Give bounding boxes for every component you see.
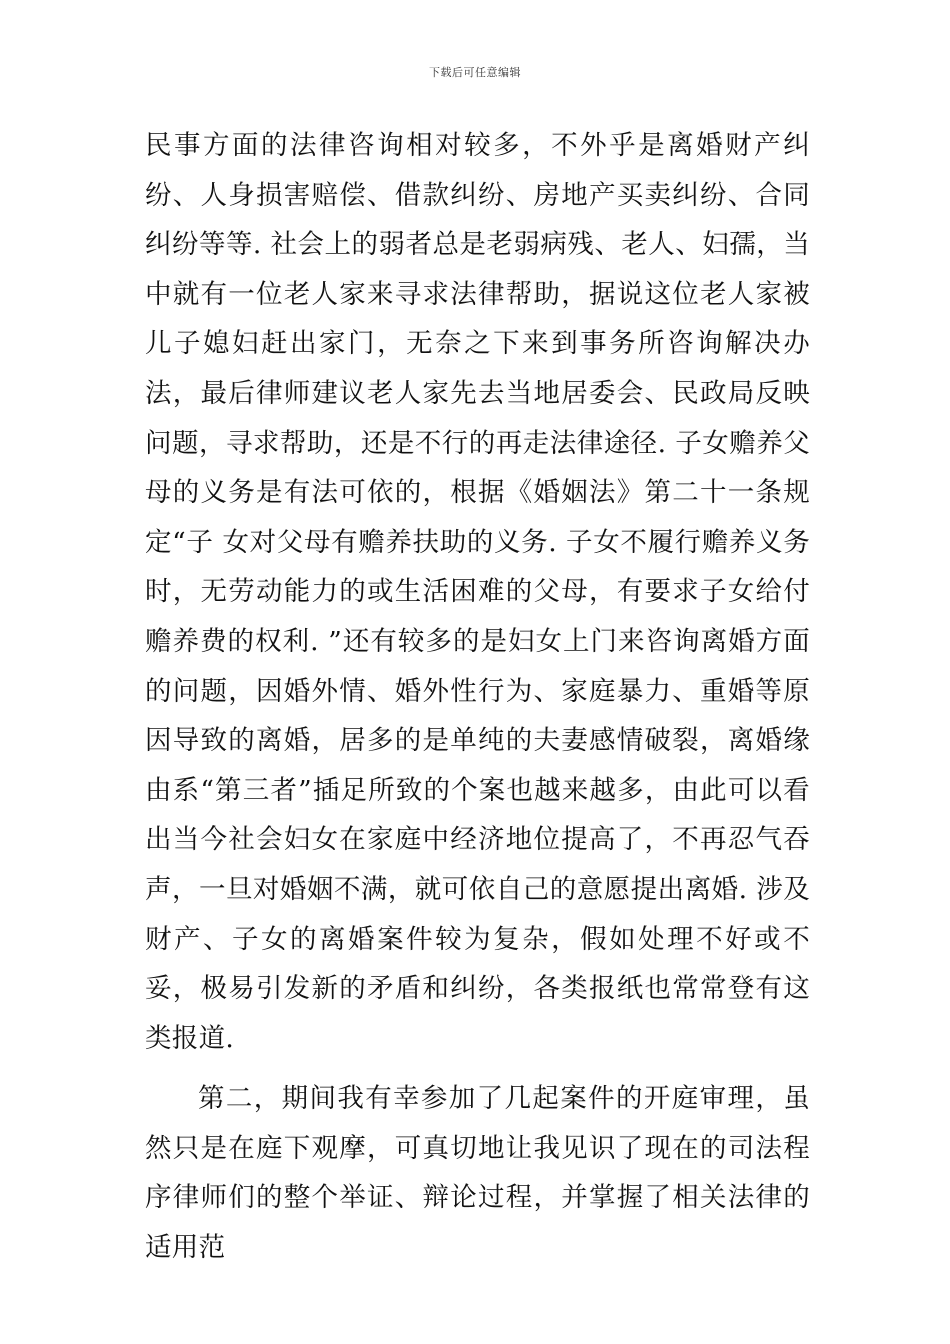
body-paragraph-1: 民事方面的法律咨询相对较多，不外乎是离婚财产纠纷、人身损害赔偿、借款纠纷、房地产买卖纠纷、合同纠纷等等. 社会上的弱者总是老弱病残、老人、妇孺，当中就有一位老人家来寻求法律帮助，据说这位老人家被儿子媳妇赶出家门，无奈之下来到事务所咨询解决办法，最后律师建议老人家先去当地居委会、民政局反映问题，寻求帮助，还是不行的再走法律途径. 子女赡养父母的义务是有法可依的，根据《婚姻法》第二十一条规定“子 女对父母有赡养扶助的义务. 子女不履行赡养义务时，无劳动能力的或生活困难的父母，有要求子女给付赡养费的权利. ”还有较多的是妇女上门来咨询离婚方面的问题，因婚外情、婚外性行为、家庭暴力、重婚等原因导致的离婚，居多的是单纯的夫妻感情破裂，离婚缘由系“第三者”插足所致的个案也越来越多，由此可以看出当今社会妇女在家庭中经济地位提高了，不再忍气吞声，一旦对婚姻不满，就可依自己的意愿提出离婚. 涉及财产、子女的离婚案件较为复杂，假如处理不好或不妥，极易引发新的矛盾和纠纷，各类报纸也常常登有这类报道.: [145, 130, 810, 1054]
page-header: 下载后可任意编辑: [429, 66, 521, 79]
body-paragraph-2: 第二，期间我有幸参加了几起案件的开庭审理，虽然只是在庭下观摩，可真切地让我见识了现在的司法程序律师们的整个举证、辩论过程，并掌握了相关法律的适用范: [145, 1083, 810, 1263]
